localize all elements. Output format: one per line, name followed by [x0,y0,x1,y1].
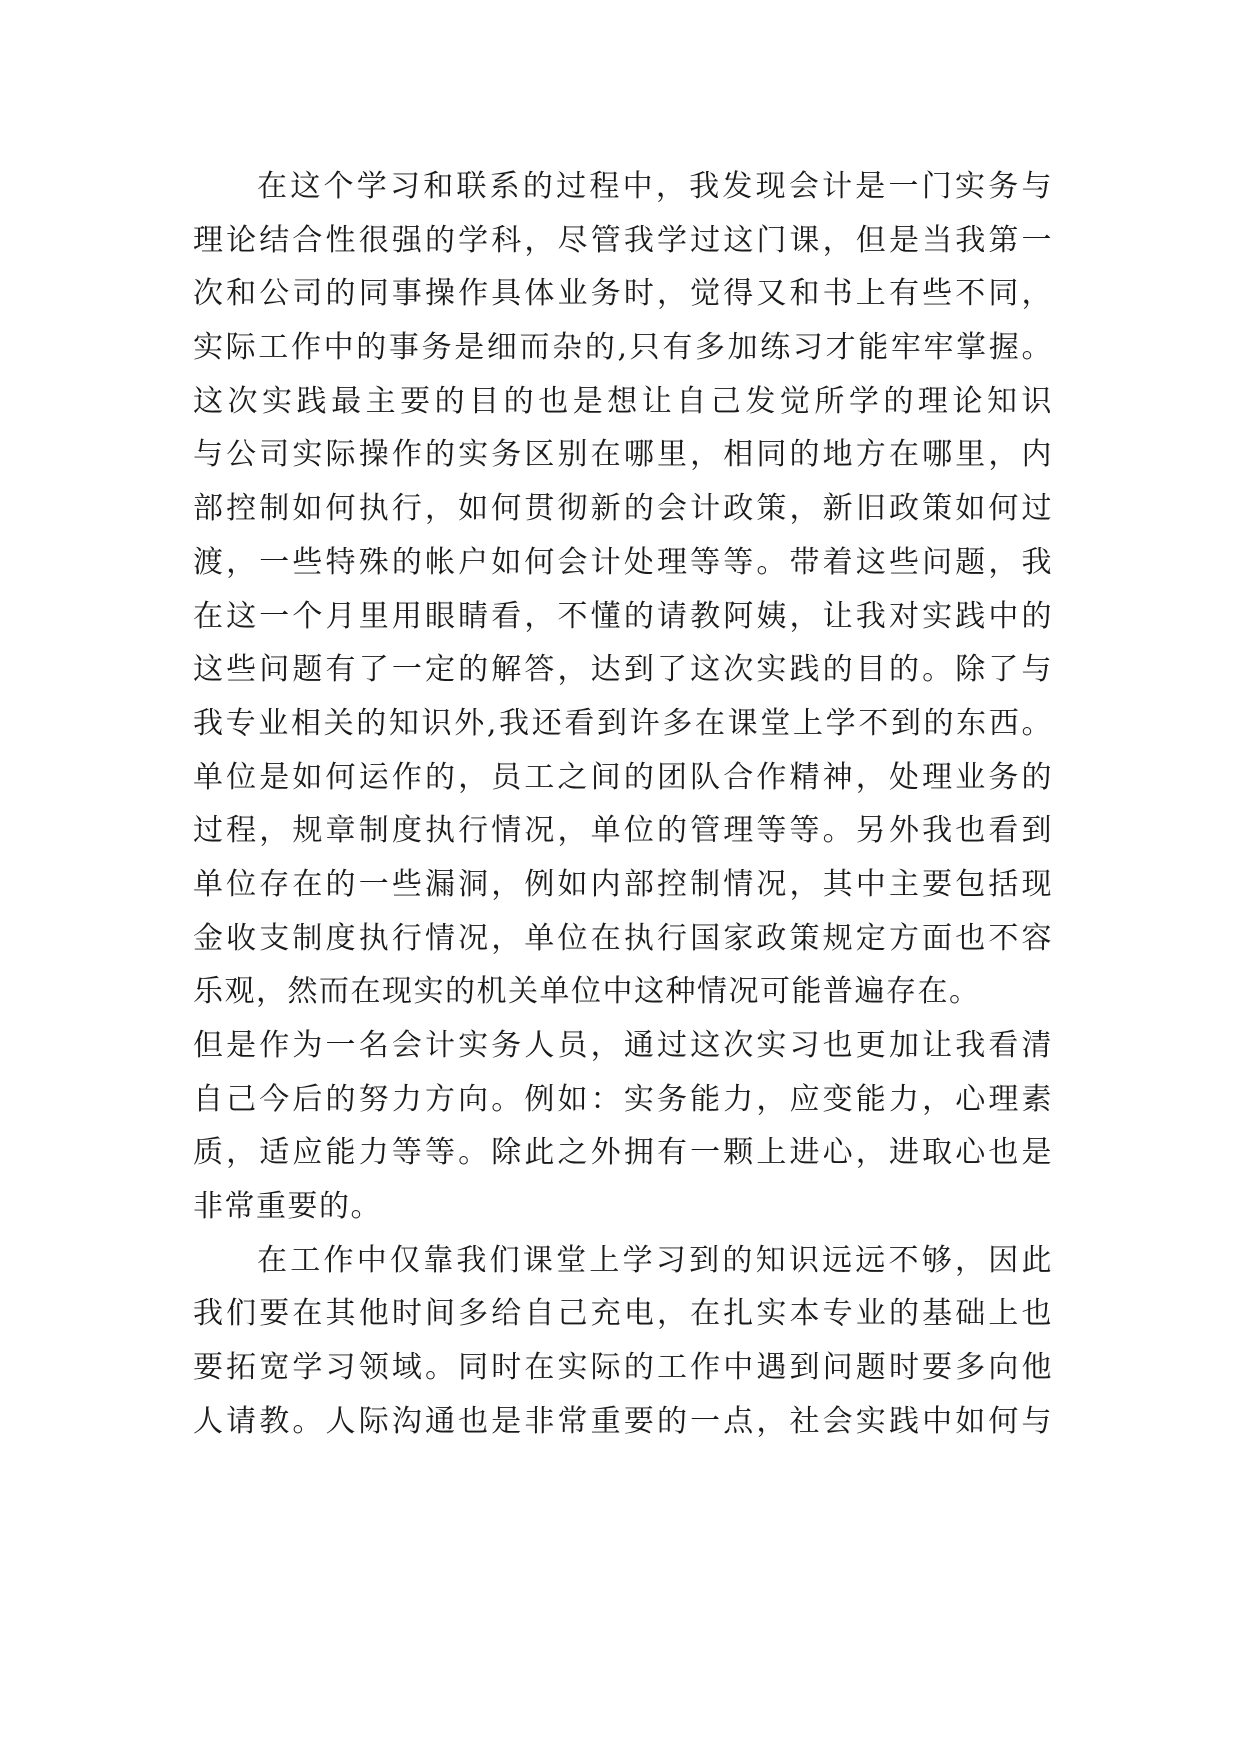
paragraph-line: 单位存在的一些漏洞，例如内部控制情况，其中主要包括现 [193,866,1053,902]
paragraph-line: 我专业相关的知识外,我还看到许多在课堂上学不到的东西。 [193,705,1053,741]
paragraph-line: 乐观，然而在现实的机关单位中这种情况可能普遍存在。 [193,974,981,1010]
paragraph-line: 部控制如何执行，如何贯彻新的会计政策，新旧政策如何过 [193,491,1053,527]
paragraph-line: 在工作中仅靠我们课堂上学习到的知识远远不够，因此 [257,1242,1053,1278]
paragraph-line: 金收支制度执行情况，单位在执行国家政策规定方面也不容 [193,920,1053,956]
paragraph-line: 这次实践最主要的目的也是想让自己发觉所学的理论知识 [193,383,1053,419]
paragraph-line: 次和公司的同事操作具体业务时，觉得又和书上有些不同， [193,276,1053,312]
paragraph-line: 实际工作中的事务是细而杂的,只有多加练习才能牢牢掌握。 [193,330,1053,366]
paragraph-line: 在这一个月里用眼睛看，不懂的请教阿姨，让我对实践中的 [193,598,1053,634]
paragraph-line: 渡，一些特殊的帐户如何会计处理等等。带着这些问题，我 [193,544,1053,580]
paragraph-line: 但是作为一名会计实务人员，通过这次实习也更加让我看清 [193,1028,1053,1063]
paragraph-line: 要拓宽学习领域。同时在实际的工作中遇到问题时要多向他 [193,1350,1053,1386]
paragraph-line: 人请教。人际沟通也是非常重要的一点，社会实践中如何与 [193,1403,1053,1439]
paragraph-2 [193,1234,1053,1449]
paragraph-line: 质，适应能力等等。除此之外拥有一颗上进心，进取心也是 [193,1135,1053,1171]
paragraph-1 [193,160,1053,1234]
paragraph-line: 在这个学习和联系的过程中，我发现会计是一门实务与 [257,169,1053,204]
paragraph-line: 非常重要的。 [193,1189,382,1225]
paragraph-line: 与公司实际操作的实务区别在哪里，相同的地方在哪里，内 [193,437,1053,473]
paragraph-line: 过程，规章制度执行情况，单位的管理等等。另外我也看到 [193,813,1053,849]
document-body [193,160,1053,1449]
paragraph-line: 理论结合性很强的学科，尽管我学过这门课，但是当我第一 [193,222,1053,258]
paragraph-line: 单位是如何运作的，员工之间的团队合作精神，处理业务的 [193,759,1053,795]
paragraph-line: 自己今后的努力方向。例如：实务能力，应变能力，心理素 [193,1081,1053,1117]
paragraph-line: 我们要在其他时间多给自己充电，在扎实本专业的基础上也 [193,1296,1053,1332]
paragraph-line: 这些问题有了一定的解答，达到了这次实践的目的。除了与 [193,652,1053,688]
